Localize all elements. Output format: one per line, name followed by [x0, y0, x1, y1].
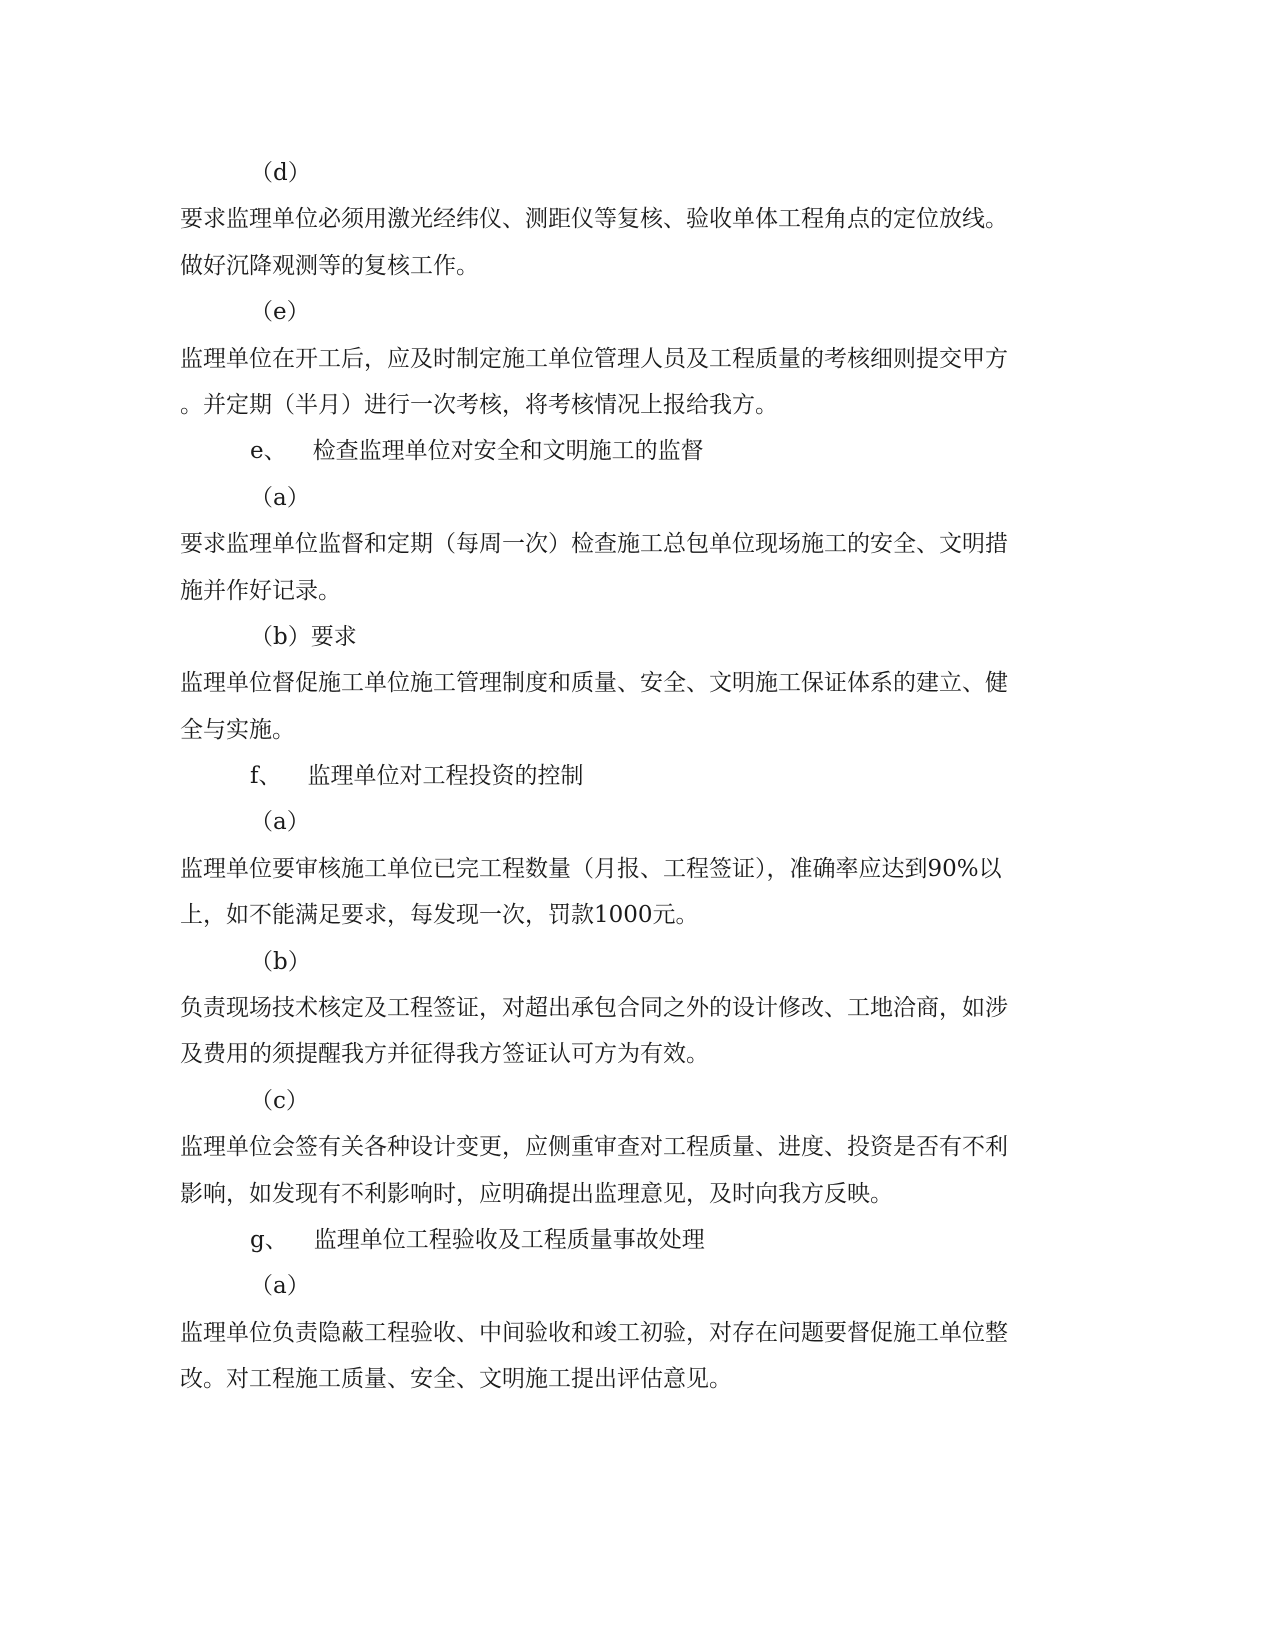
paragraph-line: 要求监理单位监督和定期（每周一次）检查施工总包单位现场施工的安全、文明措	[180, 531, 1008, 558]
section-heading-text: 检查监理单位对安全和文明施工的监督	[312, 438, 704, 465]
paragraph-line: 全与实施。	[180, 716, 295, 743]
subitem-label: （b）	[250, 948, 311, 975]
paragraph-line: 监理单位在开工后，应及时制定施工单位管理人员及工程质量的考核细则提交甲方	[180, 345, 1008, 372]
paragraph-line: 改。对工程施工质量、安全、文明施工提出评估意见。	[180, 1366, 732, 1393]
paragraph-line: 监理单位负责隐蔽工程验收、中间验收和竣工初验，对存在问题要督促施工单位整	[180, 1319, 1008, 1346]
section-marker: f、	[250, 763, 282, 790]
section-marker: e、	[250, 438, 287, 465]
paragraph-line: 施并作好记录。	[180, 577, 341, 604]
subitem-label: （a）	[250, 484, 310, 511]
subitem-label: （e）	[250, 299, 310, 326]
section-heading-text: 监理单位对工程投资的控制	[307, 763, 584, 790]
subitem-label: （d）	[250, 160, 311, 186]
section-marker: g、	[250, 1226, 288, 1253]
section-heading	[180, 428, 1090, 474]
subitem-label: （c）	[250, 1087, 309, 1114]
section-heading	[180, 753, 1090, 799]
paragraph-line: 负责现场技术核定及工程签证，对超出承包合同之外的设计修改、工地洽商，如涉	[180, 995, 1008, 1022]
paragraph-line: 影响，如发现有不利影响时，应明确提出监理意见，及时向我方反映。	[180, 1180, 893, 1207]
section-heading-text: 监理单位工程验收及工程质量事故处理	[313, 1226, 705, 1253]
paragraph-line: 及费用的须提醒我方并征得我方签证认可方为有效。	[180, 1041, 709, 1068]
subitem-label: （a）	[250, 1273, 310, 1300]
paragraph-line: 。并定期（半月）进行一次考核，将考核情况上报给我方。	[180, 391, 778, 418]
document-body	[180, 150, 1090, 1403]
paragraph-line: 监理单位督促施工单位施工管理制度和质量、安全、文明施工保证体系的建立、健	[180, 670, 1008, 697]
paragraph-line: 要求监理单位必须用激光经纬仪、测距仪等复核、验收单体工程角点的定位放线。	[180, 206, 1008, 233]
subitem-label: （b）要求	[250, 623, 357, 650]
paragraph-line: 做好沉降观测等的复核工作。	[180, 252, 479, 279]
paragraph-line: 上，如不能满足要求，每发现一次，罚款1000元。	[180, 902, 699, 929]
subitem-label: （a）	[250, 809, 310, 836]
paragraph-line: 监理单位会签有关各种设计变更，应侧重审查对工程质量、进度、投资是否有不利	[180, 1134, 1008, 1161]
paragraph-line: 监理单位要审核施工单位已完工程数量（月报、工程签证），准确率应达到90%以	[180, 855, 1002, 882]
section-heading	[180, 1217, 1090, 1263]
